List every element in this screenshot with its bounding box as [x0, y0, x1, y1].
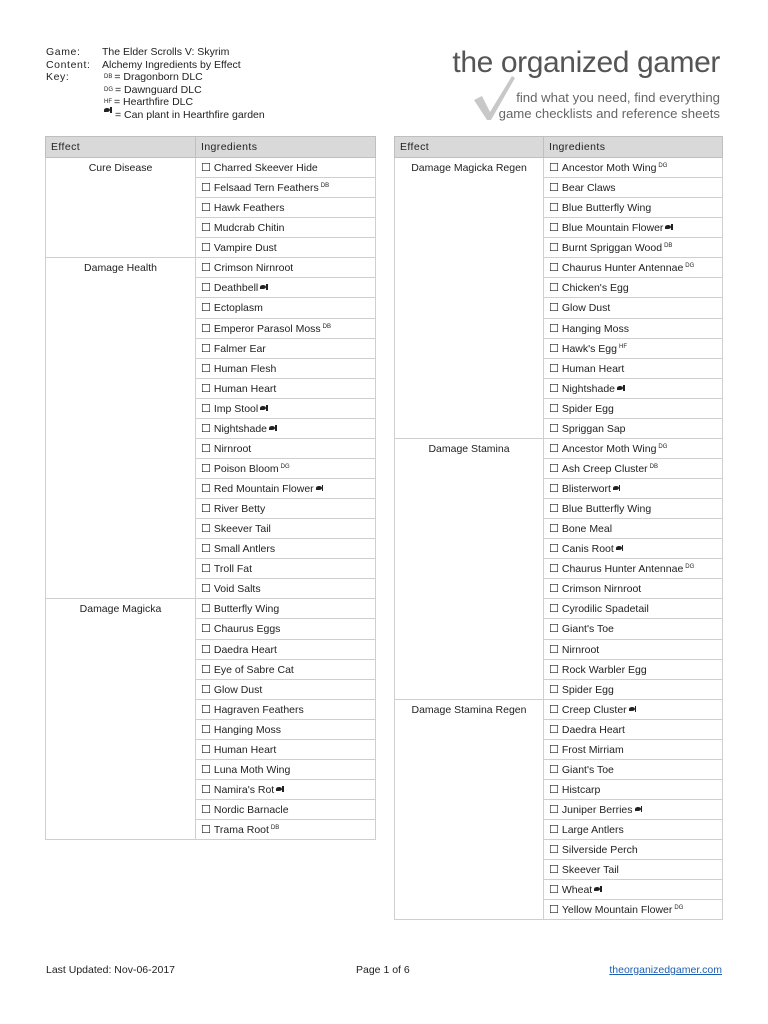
- ingredients-column-header: Ingredients: [196, 137, 376, 158]
- checkbox-icon[interactable]: ☐: [549, 904, 559, 917]
- checkbox-icon[interactable]: ☐: [201, 382, 211, 395]
- table-row: [46, 599, 376, 619]
- checkbox-icon[interactable]: ☐: [549, 804, 559, 817]
- checkbox-icon[interactable]: ☐: [201, 322, 211, 335]
- meta-key-label: [46, 109, 102, 122]
- ingredient-name: Blue Butterfly Wing: [561, 202, 652, 215]
- checkbox-icon[interactable]: ☐: [201, 162, 211, 175]
- ingredient-cell[interactable]: [544, 900, 723, 920]
- ingredient-name: Hawk Feathers: [213, 202, 285, 215]
- ingredient-name: Deathbell: [213, 282, 259, 295]
- logo-tagline-line-2: game checklists and reference sheets: [498, 105, 720, 121]
- ingredients-table-right: [394, 136, 723, 920]
- dlc-mark: HF: [104, 99, 112, 106]
- checkbox-icon[interactable]: ☐: [549, 503, 559, 516]
- dlc-mark: HF: [619, 343, 627, 350]
- ingredient-name: Human Heart: [213, 743, 277, 756]
- ingredient-name: Human Heart: [561, 362, 625, 375]
- checkbox-icon[interactable]: ☐: [549, 783, 559, 796]
- ingredient-cell[interactable]: [544, 759, 723, 779]
- ingredient-name: Cyrodilic Spadetail: [561, 603, 649, 616]
- ingredient-cell[interactable]: [196, 378, 376, 398]
- table-header-row: [395, 137, 723, 158]
- ingredient-name: Histcarp: [561, 783, 601, 796]
- checkbox-icon[interactable]: ☐: [201, 202, 211, 215]
- ingredient-cell[interactable]: [544, 619, 723, 639]
- checkbox-icon[interactable]: ☐: [549, 603, 559, 616]
- checkbox-icon[interactable]: ☐: [201, 723, 211, 736]
- ingredient-name: Chaurus Eggs: [213, 623, 281, 636]
- key-row: [46, 71, 265, 84]
- ingredient-cell[interactable]: [196, 699, 376, 719]
- ingredient-name: Mudcrab Chitin: [213, 222, 285, 235]
- ingredient-cell[interactable]: [544, 880, 723, 900]
- ingredients-column-header: Ingredients: [544, 137, 723, 158]
- meta-key-label: Key:: [46, 71, 70, 84]
- ingredient-cell[interactable]: [544, 679, 723, 699]
- effect-cell: Damage Health: [46, 258, 196, 599]
- ingredient-cell[interactable]: [196, 659, 376, 679]
- ingredient-cell[interactable]: [544, 218, 723, 238]
- ingredient-cell[interactable]: [196, 679, 376, 699]
- dlc-mark: DG: [280, 463, 290, 470]
- checkbox-icon[interactable]: ☐: [549, 763, 559, 776]
- ingredient-cell[interactable]: [196, 579, 376, 599]
- checkbox-icon[interactable]: ☐: [549, 182, 559, 195]
- checkbox-icon[interactable]: ☐: [549, 462, 559, 475]
- ingredient-name: Chaurus Hunter Antennae: [561, 262, 684, 275]
- ingredient-name: Daedra Heart: [213, 643, 277, 656]
- checkbox-icon[interactable]: ☐: [549, 844, 559, 857]
- ingredient-name: Human Heart: [213, 382, 277, 395]
- checkbox-icon[interactable]: ☐: [549, 362, 559, 375]
- ingredient-name: Vampire Dust: [213, 242, 277, 255]
- effect-cell: Damage Magicka Regen: [395, 158, 544, 439]
- ingredient-cell[interactable]: [196, 338, 376, 358]
- checkbox-icon[interactable]: ☐: [549, 342, 559, 355]
- dlc-mark: DG: [685, 564, 695, 571]
- ingredient-cell[interactable]: [544, 398, 723, 418]
- ingredient-cell[interactable]: [544, 739, 723, 759]
- checkbox-icon[interactable]: ☐: [201, 783, 211, 796]
- dlc-mark: DB: [322, 323, 332, 330]
- ingredient-cell[interactable]: [544, 318, 723, 338]
- meta-key-label: [46, 84, 102, 97]
- ingredient-cell[interactable]: [196, 719, 376, 739]
- checkbox-icon[interactable]: ☐: [201, 262, 211, 275]
- ingredient-cell[interactable]: [196, 639, 376, 659]
- ingredient-name: Spider Egg: [561, 683, 614, 696]
- ingredients-table-left: [45, 136, 376, 840]
- checkbox-icon[interactable]: ☐: [549, 162, 559, 175]
- key-row: [46, 109, 265, 122]
- checkbox-icon[interactable]: ☐: [549, 683, 559, 696]
- checkbox-icon[interactable]: ☐: [201, 503, 211, 516]
- checkbox-icon[interactable]: ☐: [201, 563, 211, 576]
- meta-content-label: Content:: [46, 58, 91, 71]
- ingredient-name: Crimson Nirnroot: [213, 262, 294, 275]
- dlc-mark: DB: [104, 74, 113, 81]
- ingredient-cell[interactable]: [196, 198, 376, 218]
- ingredient-cell[interactable]: [544, 338, 723, 358]
- meta-content-value: Alchemy Ingredients by Effect: [102, 58, 241, 71]
- ingredient-cell[interactable]: [196, 238, 376, 258]
- ingredient-cell[interactable]: [196, 398, 376, 418]
- meta-key: [46, 71, 265, 121]
- logo-title: the organized gamer: [452, 46, 720, 79]
- ingredient-name: Canis Root: [561, 543, 614, 556]
- checkbox-icon[interactable]: ☐: [201, 242, 211, 255]
- ingredient-name: Glow Dust: [561, 302, 611, 315]
- ingredient-cell[interactable]: [196, 800, 376, 820]
- plant-icon: [613, 486, 622, 491]
- table-row: [46, 158, 376, 178]
- ingredient-name: Hanging Moss: [561, 322, 629, 335]
- ingredient-cell[interactable]: [196, 599, 376, 619]
- ingredient-cell[interactable]: [544, 639, 723, 659]
- ingredient-cell[interactable]: [544, 779, 723, 799]
- ingredient-name: Nightshade: [561, 382, 615, 395]
- effect-column-header: Effect: [46, 137, 196, 158]
- checkbox-icon[interactable]: ☐: [549, 663, 559, 676]
- dlc-mark: DB: [270, 825, 280, 832]
- ingredient-cell[interactable]: [196, 358, 376, 378]
- ingredient-name: Namira's Rot: [213, 783, 275, 796]
- logo-tagline: [499, 90, 720, 121]
- checkbox-icon[interactable]: ☐: [201, 523, 211, 536]
- table-row: [395, 699, 723, 719]
- ingredient-name: Skeever Tail: [561, 864, 619, 877]
- ingredient-cell[interactable]: [544, 479, 723, 499]
- ingredient-name: Large Antlers: [561, 824, 624, 837]
- table-row: [46, 258, 376, 278]
- ingredient-cell[interactable]: [196, 820, 376, 840]
- site-logo: [438, 46, 728, 126]
- ingredient-cell[interactable]: [196, 158, 376, 178]
- checkbox-icon[interactable]: ☐: [549, 523, 559, 536]
- checkbox-icon[interactable]: ☐: [549, 242, 559, 255]
- ingredient-name: Bear Claws: [561, 182, 616, 195]
- ingredient-name: Void Salts: [213, 583, 261, 596]
- ingredient-cell[interactable]: [196, 318, 376, 338]
- plant-icon: [616, 546, 625, 551]
- dlc-mark: DG: [674, 905, 684, 912]
- checkbox-icon[interactable]: ☐: [549, 723, 559, 736]
- ingredient-name: Silverside Perch: [561, 844, 638, 857]
- ingredient-cell[interactable]: [544, 559, 723, 579]
- ingredient-cell[interactable]: [196, 258, 376, 278]
- ingredient-name: Nordic Barnacle: [213, 804, 289, 817]
- checkbox-icon[interactable]: ☐: [549, 402, 559, 415]
- ingredient-cell[interactable]: [544, 378, 723, 398]
- checkbox-icon[interactable]: ☐: [549, 743, 559, 756]
- ingredient-name: Charred Skeever Hide: [213, 162, 318, 175]
- plant-icon: [316, 486, 325, 491]
- ingredient-name: Glow Dust: [213, 683, 263, 696]
- ingredient-cell[interactable]: [196, 519, 376, 539]
- ingredient-cell[interactable]: [544, 158, 723, 178]
- plant-icon: [269, 426, 278, 431]
- checkbox-icon[interactable]: ☐: [549, 824, 559, 837]
- ingredient-name: Daedra Heart: [561, 723, 625, 736]
- checkbox-icon[interactable]: ☐: [201, 804, 211, 817]
- key-row: [46, 96, 265, 109]
- dlc-mark: DB: [320, 183, 330, 190]
- checkbox-icon[interactable]: ☐: [201, 763, 211, 776]
- ingredient-cell[interactable]: [196, 539, 376, 559]
- checkbox-icon[interactable]: ☐: [201, 422, 211, 435]
- ingredient-cell[interactable]: [544, 840, 723, 860]
- key-description: = Dragonborn DLC: [114, 71, 203, 84]
- plant-icon: [104, 108, 113, 113]
- checkbox-icon[interactable]: ☐: [549, 422, 559, 435]
- table-header-row: [46, 137, 376, 158]
- ingredient-name: Hawk's Egg: [561, 342, 617, 355]
- key-row: [46, 84, 265, 97]
- checkbox-icon[interactable]: ☐: [201, 743, 211, 756]
- meta-game: [46, 46, 265, 59]
- ingredient-cell[interactable]: [544, 258, 723, 278]
- ingredient-name: Imp Stool: [213, 402, 259, 415]
- checkbox-icon[interactable]: ☐: [549, 583, 559, 596]
- ingredient-name: Nirnroot: [213, 442, 252, 455]
- checkbox-icon[interactable]: ☐: [201, 302, 211, 315]
- ingredient-cell[interactable]: [196, 619, 376, 639]
- checkbox-icon[interactable]: ☐: [201, 462, 211, 475]
- checkbox-icon[interactable]: ☐: [201, 583, 211, 596]
- ingredient-name: Giant's Toe: [561, 763, 614, 776]
- ingredient-name: Frost Mirriam: [561, 743, 624, 756]
- ingredient-name: Blisterwort: [561, 483, 611, 496]
- ingredient-name: Red Mountain Flower: [213, 483, 314, 496]
- ingredient-name: Butterfly Wing: [213, 603, 280, 616]
- ingredient-name: Bone Meal: [561, 523, 613, 536]
- ingredient-name: Nightshade: [213, 422, 267, 435]
- checkbox-icon[interactable]: ☐: [549, 322, 559, 335]
- checkbox-icon[interactable]: ☐: [201, 362, 211, 375]
- plant-icon: [665, 225, 674, 230]
- checkbox-icon[interactable]: ☐: [549, 382, 559, 395]
- plant-icon: [260, 406, 269, 411]
- meta-content: [46, 59, 265, 72]
- dlc-mark: DB: [649, 463, 659, 470]
- ingredient-name: Poison Bloom: [213, 462, 279, 475]
- meta-game-label: Game:: [46, 46, 81, 58]
- plant-icon: [276, 787, 285, 792]
- ingredient-name: Spriggan Sap: [561, 422, 626, 435]
- plant-icon: [260, 285, 269, 290]
- ingredient-cell[interactable]: [196, 278, 376, 298]
- ingredient-cell[interactable]: [196, 218, 376, 238]
- plant-icon: [617, 386, 626, 391]
- checkbox-icon[interactable]: ☐: [549, 483, 559, 496]
- ingredient-cell[interactable]: [544, 178, 723, 198]
- ingredient-name: Emperor Parasol Moss: [213, 322, 321, 335]
- ingredient-name: Ash Creep Cluster: [561, 462, 648, 475]
- page-number: Page 1 of 6: [356, 964, 410, 976]
- checkbox-icon[interactable]: ☐: [201, 442, 211, 455]
- checkbox-icon[interactable]: ☐: [549, 543, 559, 556]
- checkbox-icon[interactable]: ☐: [201, 824, 211, 837]
- ingredient-name: Small Antlers: [213, 543, 276, 556]
- key-description: = Can plant in Hearthfire garden: [115, 108, 265, 121]
- checkbox-icon[interactable]: ☐: [201, 703, 211, 716]
- ingredient-cell[interactable]: [544, 719, 723, 739]
- checkbox-icon[interactable]: ☐: [549, 563, 559, 576]
- meta-game-value: The Elder Scrolls V: Skyrim: [102, 46, 230, 58]
- ingredient-name: Ectoplasm: [213, 302, 263, 315]
- ingredient-name: Wheat: [561, 884, 593, 897]
- ingredient-name: Rock Warbler Egg: [561, 663, 647, 676]
- ingredient-name: Creep Cluster: [561, 703, 627, 716]
- checkbox-icon[interactable]: ☐: [201, 543, 211, 556]
- meta-key-label: [46, 96, 102, 109]
- website-link[interactable]: theorganizedgamer.com: [609, 964, 722, 976]
- ingredient-name: Ancestor Moth Wing: [561, 442, 657, 455]
- dlc-mark: DG: [658, 163, 668, 170]
- dlc-mark: DG: [104, 86, 113, 93]
- checkbox-icon[interactable]: ☐: [549, 302, 559, 315]
- ingredient-cell[interactable]: [544, 198, 723, 218]
- dlc-mark: DG: [658, 443, 668, 450]
- ingredient-cell[interactable]: [544, 458, 723, 478]
- last-updated: Last Updated: Nov-06-2017: [46, 964, 175, 976]
- checkbox-icon[interactable]: ☐: [549, 643, 559, 656]
- checkbox-icon[interactable]: ☐: [549, 884, 559, 897]
- ingredient-name: Chicken's Egg: [561, 282, 629, 295]
- ingredient-cell[interactable]: [544, 298, 723, 318]
- checkbox-icon[interactable]: ☐: [201, 683, 211, 696]
- ingredient-cell[interactable]: [544, 800, 723, 820]
- ingredient-cell[interactable]: [196, 559, 376, 579]
- checkbox-icon[interactable]: ☐: [201, 222, 211, 235]
- checkbox-icon[interactable]: ☐: [201, 643, 211, 656]
- checkbox-icon[interactable]: ☐: [549, 703, 559, 716]
- checkbox-icon[interactable]: ☐: [549, 222, 559, 235]
- ingredient-cell[interactable]: [196, 779, 376, 799]
- ingredient-cell[interactable]: [544, 238, 723, 258]
- checkbox-icon[interactable]: ☐: [549, 864, 559, 877]
- checkbox-icon[interactable]: ☐: [549, 623, 559, 636]
- ingredient-cell[interactable]: [196, 418, 376, 438]
- checkbox-icon[interactable]: ☐: [201, 663, 211, 676]
- plant-icon: [594, 887, 603, 892]
- effect-cell: Damage Stamina Regen: [395, 699, 544, 920]
- ingredient-name: Troll Fat: [213, 563, 252, 576]
- ingredient-name: Juniper Berries: [561, 804, 633, 817]
- effect-cell: Cure Disease: [46, 158, 196, 258]
- ingredient-name: Spider Egg: [561, 402, 614, 415]
- dlc-mark: DB: [664, 243, 673, 250]
- ingredient-cell[interactable]: [544, 438, 723, 458]
- ingredient-name: Burnt Spriggan Wood: [561, 242, 663, 255]
- ingredient-cell[interactable]: [544, 599, 723, 619]
- checkbox-icon[interactable]: ☐: [201, 623, 211, 636]
- ingredient-cell[interactable]: [196, 438, 376, 458]
- effect-cell: Damage Magicka: [46, 599, 196, 840]
- ingredient-cell[interactable]: [196, 458, 376, 478]
- ingredient-cell[interactable]: [196, 178, 376, 198]
- ingredient-name: Yellow Mountain Flower: [561, 904, 673, 917]
- checkbox-icon[interactable]: ☐: [201, 342, 211, 355]
- ingredient-name: Chaurus Hunter Antennae: [561, 563, 684, 576]
- plant-icon: [635, 807, 644, 812]
- ingredient-cell[interactable]: [544, 278, 723, 298]
- effect-column-header: Effect: [395, 137, 544, 158]
- checkbox-icon[interactable]: ☐: [201, 402, 211, 415]
- ingredient-name: Crimson Nirnroot: [561, 583, 642, 596]
- ingredient-cell[interactable]: [544, 519, 723, 539]
- dlc-mark: DG: [685, 263, 695, 270]
- ingredient-cell[interactable]: [544, 699, 723, 719]
- ingredient-cell[interactable]: [544, 418, 723, 438]
- ingredient-name: Falmer Ear: [213, 342, 266, 355]
- ingredient-cell[interactable]: [544, 358, 723, 378]
- key-description: = Dawnguard DLC: [115, 83, 202, 96]
- checkbox-icon[interactable]: ☐: [201, 483, 211, 496]
- ingredient-cell[interactable]: [544, 820, 723, 840]
- ingredient-name: Skeever Tail: [213, 523, 271, 536]
- ingredient-name: Luna Moth Wing: [213, 763, 291, 776]
- logo-tagline-line-1: find what you need, find everything: [516, 90, 720, 105]
- key-description: = Hearthfire DLC: [114, 96, 194, 109]
- table-row: [395, 438, 723, 458]
- ingredient-name: Eye of Sabre Cat: [213, 663, 294, 676]
- ingredient-name: Hanging Moss: [213, 723, 281, 736]
- ingredient-name: Giant's Toe: [561, 623, 614, 636]
- ingredient-cell[interactable]: [544, 499, 723, 519]
- document-meta: [46, 46, 265, 122]
- ingredient-cell[interactable]: [196, 479, 376, 499]
- plant-icon: [629, 707, 638, 712]
- effect-cell: Damage Stamina: [395, 438, 544, 699]
- ingredient-cell[interactable]: [544, 579, 723, 599]
- ingredient-cell[interactable]: [196, 298, 376, 318]
- checkbox-icon[interactable]: ☐: [201, 182, 211, 195]
- ingredient-cell[interactable]: [196, 759, 376, 779]
- checkbox-icon[interactable]: ☐: [201, 282, 211, 295]
- ingredient-cell[interactable]: [196, 499, 376, 519]
- ingredient-name: Hagraven Feathers: [213, 703, 304, 716]
- checkbox-icon[interactable]: ☐: [201, 603, 211, 616]
- checkbox-icon[interactable]: ☐: [549, 202, 559, 215]
- ingredient-name: Trama Root: [213, 824, 269, 837]
- table-row: [395, 158, 723, 178]
- ingredient-name: Blue Butterfly Wing: [561, 503, 652, 516]
- checkbox-icon[interactable]: ☐: [549, 282, 559, 295]
- ingredient-cell[interactable]: [544, 659, 723, 679]
- ingredient-name: Felsaad Tern Feathers: [213, 182, 319, 195]
- checkbox-icon[interactable]: ☐: [549, 442, 559, 455]
- ingredient-cell[interactable]: [196, 739, 376, 759]
- checkbox-icon[interactable]: ☐: [549, 262, 559, 275]
- ingredient-name: Nirnroot: [561, 643, 600, 656]
- ingredient-name: Ancestor Moth Wing: [561, 162, 657, 175]
- ingredient-cell[interactable]: [544, 860, 723, 880]
- ingredient-name: Blue Mountain Flower: [561, 222, 664, 235]
- ingredient-name: Human Flesh: [213, 362, 277, 375]
- ingredient-name: River Betty: [213, 503, 266, 516]
- ingredient-cell[interactable]: [544, 539, 723, 559]
